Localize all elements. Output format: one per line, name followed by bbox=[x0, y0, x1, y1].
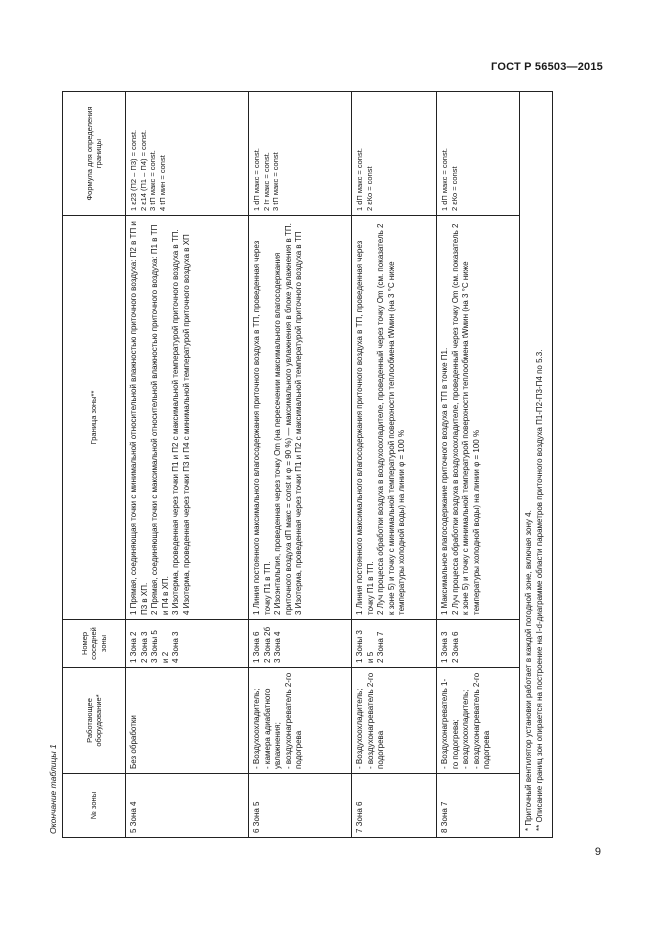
boundary-line: 2 Прямая, соединяющая точки с максимальной относительной влажностью приточного воздуха: П1 в ТП и П4 в ХП. bbox=[150, 224, 170, 615]
boundary-line: 1 Линия постоянного максимального влагосодержания приточного воздуха в ТП, проведенная через точку П1 в ТП. bbox=[252, 240, 272, 615]
neighbor-line: 1 Зоны 3 и 5 bbox=[355, 630, 375, 663]
equipment-line: - Воздухоохладитель; bbox=[252, 688, 261, 769]
equipment-cell bbox=[126, 668, 249, 774]
formula-line: 2 ε14 (П1 – П4) = const. bbox=[138, 129, 148, 211]
zone-cell: 5 Зона 4 bbox=[126, 774, 249, 838]
neighbor-line: 4 Зона 3 bbox=[171, 631, 181, 663]
boundary-line: 1 Максимальное влагосодержание приточного воздуха в ТП в точке П1. bbox=[440, 347, 449, 615]
formula-line: 4 tП мин = const bbox=[157, 155, 167, 211]
boundary-line: 3 Изотерма, проведенная через точки П1 и П2 с максимальной температурой приточного воздуха в ТП. bbox=[171, 229, 181, 615]
equipment-line: - воздухоохладитель; bbox=[461, 689, 471, 769]
formula-line: 2 Iт макс = const. bbox=[261, 152, 271, 211]
formula-cell bbox=[249, 92, 352, 216]
formula-line: 3 tП макс = const. bbox=[148, 150, 157, 211]
table-notes-row bbox=[520, 92, 553, 838]
formula-line: 1 dП макс = const. bbox=[355, 148, 364, 211]
zone-cell: 7 Зона 6 bbox=[352, 774, 437, 838]
formula-cell bbox=[352, 92, 437, 216]
neighbor-line: 1 Зона 6 bbox=[252, 631, 261, 663]
equipment-line: - Воздухонагреватель 1-го подогрева; bbox=[440, 678, 460, 769]
boundary-line: 2 Луч процесса обработки воздуха в воздухоохладителе, проведенный через точку Оm (см. показатель 2 к зоне 5) и точку с минимальной температурой поверхности теплообмена tWмин (на 3 °С ниже температуры холодной воды) на линии φ = 100 % bbox=[450, 223, 481, 615]
equipment-line: - камера адиабатного увлажнения; bbox=[262, 688, 283, 769]
neighbor-line: 1 Зона 3 bbox=[440, 631, 449, 663]
neighbor-line: 2 Зона 3 bbox=[139, 631, 149, 663]
equipment-line: - воздухонагреватель 2-го подогрева bbox=[365, 672, 386, 769]
col-header-formula: Формула для определения границы bbox=[63, 92, 126, 216]
zone-cell: 6 Зона 5 bbox=[249, 774, 352, 838]
neighbor-line: 2 Зона 7 bbox=[376, 631, 386, 663]
neighbor-cell bbox=[352, 620, 437, 668]
boundary-line: 4 Изотерма, проведенная через точки П3 и П4 с минимальной температурой приточного воздуха в ХП bbox=[181, 234, 191, 615]
page-number: 9 bbox=[594, 846, 601, 858]
notes-cell bbox=[520, 92, 553, 838]
boundary-line: 2 Луч процесса обработки воздуха в воздухоохладителе, проведенный через точку Оm (см. показатель 2 к зоне 5) и точку с минимальной температурой поверхности теплообмена tWмин (на 3 °С ниже температуры холодной воды) на линии φ = 100 % bbox=[376, 223, 407, 615]
equipment-line: - воздухонагреватель 2-го подогрева bbox=[471, 672, 492, 769]
table-row bbox=[126, 92, 249, 838]
boundary-cell bbox=[249, 216, 352, 620]
formula-cell bbox=[126, 92, 249, 216]
col-header-zone: № зоны bbox=[63, 774, 126, 838]
formula-line: 1 ε23 (П2 – П3) = const. bbox=[129, 129, 138, 211]
boundary-cell bbox=[437, 216, 520, 620]
equipment-cell bbox=[249, 668, 352, 774]
col-header-boundary: Граница зоны** bbox=[63, 216, 126, 620]
boundary-cell bbox=[352, 216, 437, 620]
table-caption: Окончание таблицы 1 bbox=[48, 744, 58, 834]
neighbor-line: 2 Зона 6 bbox=[450, 631, 460, 663]
footnote: * Приточный вентилятор установки работает в каждой погодной зоне, включая зону 4. bbox=[524, 510, 533, 831]
equipment-cell bbox=[352, 668, 437, 774]
equipment-line: - Воздухоохладитель; bbox=[355, 688, 364, 769]
table-row bbox=[352, 92, 437, 838]
equipment-line: - воздухонагреватель 2-го подогрева bbox=[283, 672, 304, 769]
table-row bbox=[249, 92, 352, 838]
formula-line: 2 εКо = const bbox=[449, 166, 459, 211]
rotated-table-page bbox=[48, 92, 544, 838]
equipment-line: Без обработки bbox=[129, 715, 138, 769]
boundary-cell bbox=[126, 216, 249, 620]
formula-line: 1 dП макс = const. bbox=[252, 148, 261, 211]
boundary-line: 1 Прямая, соединяющая точки с минимальной относительной влажностью приточного воздуха: П2 в ТП и П3 в ХП. bbox=[129, 221, 149, 615]
zone-cell: 8 Зона 7 bbox=[437, 774, 520, 838]
equipment-cell bbox=[437, 668, 520, 774]
neighbor-cell bbox=[249, 620, 352, 668]
neighbor-cell bbox=[126, 620, 249, 668]
col-header-equipment: Работающее оборудование* bbox=[63, 668, 126, 774]
boundary-line: 1 Линия постоянного максимального влагосодержания приточного воздуха в ТП, проведенная через точку П1 в ТП. bbox=[355, 240, 375, 615]
neighbor-line: 1 Зона 2 bbox=[129, 631, 138, 663]
formula-line: 1 dП макс = const. bbox=[440, 148, 449, 211]
table-header-row bbox=[63, 92, 126, 838]
formula-line: 3 tП макс = const bbox=[271, 152, 280, 211]
neighbor-cell bbox=[437, 620, 520, 668]
boundary-line: 2 Изоэнтальпия, проведенная через точку Оm (на пересечении максимального влагосодержания приточного воздуха dП макс = const и φ = 90 %) — максимального увлажнения в блоке увлажнения в ТП. bbox=[273, 223, 293, 615]
table-row bbox=[437, 92, 520, 838]
boundary-line: 3 Изотерма, проведенная через точки П1 и П2 с максимальной температурой приточного воздуха в ТП bbox=[294, 231, 304, 615]
neighbor-line: 3 Зоны 5 и 2 bbox=[150, 630, 170, 663]
zones-table bbox=[62, 91, 553, 838]
formula-line: 2 εКо = const bbox=[364, 166, 374, 211]
col-header-neighbor: Номер соседней зоны bbox=[63, 620, 126, 668]
formula-cell bbox=[437, 92, 520, 216]
neighbor-line: 2 Зона 2б bbox=[262, 626, 272, 663]
neighbor-line: 3 Зона 4 bbox=[273, 631, 283, 663]
footnote: ** Описание границ зон опирается на построение на I-d-диаграмме области параметров приточного воздуха П1-П2-П3-П4 по 5.3. bbox=[534, 349, 544, 831]
document-code: ГОСТ Р 56503—2015 bbox=[491, 61, 603, 73]
